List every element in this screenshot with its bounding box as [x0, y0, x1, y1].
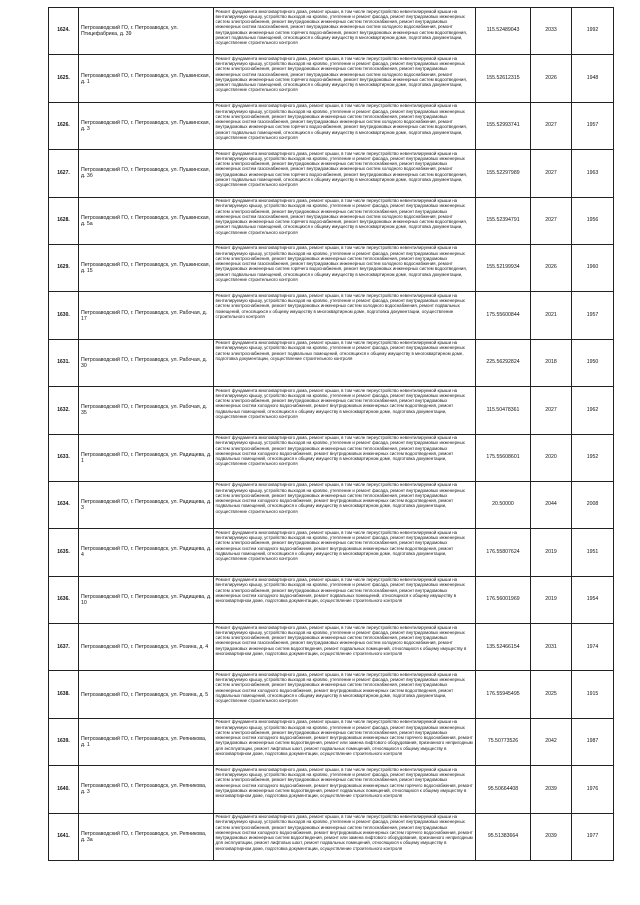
row-number: 1625. [49, 55, 79, 102]
cost-cell: 175.55608601 [476, 434, 531, 481]
cost-cell: 155.52199934 [476, 244, 531, 291]
cost-cell: 115.50478361 [476, 387, 531, 434]
planned-year-cell: 2019 [531, 576, 572, 623]
cost-cell: 115.52489043 [476, 8, 531, 55]
row-number: 1638. [49, 671, 79, 718]
build-year-cell: 1977 [572, 813, 614, 860]
planned-year-cell: 2027 [531, 102, 572, 149]
row-number: 1635. [49, 529, 79, 576]
address-cell: Петрозаводский ГО, г. Петрозаводск, ул. Птицефабрика, д. 39 [79, 8, 214, 55]
cost-cell: 155.52993741 [476, 102, 531, 149]
planned-year-cell: 2027 [531, 197, 572, 244]
row-number: 1637. [49, 624, 79, 671]
cost-cell: 176.55945495 [476, 671, 531, 718]
table-row [49, 813, 614, 860]
planned-year-cell: 2026 [531, 244, 572, 291]
cost-cell: 175.55600844 [476, 292, 531, 339]
build-year-cell: 1948 [572, 55, 614, 102]
address-cell: Петрозаводский ГО, г. Петрозаводск, ул. Пушкинская, д. 1 [79, 55, 214, 102]
table-row [49, 292, 614, 339]
address-cell: Петрозаводский ГО, г. Петрозаводск, ул. Радищева, д. 3 [79, 481, 214, 528]
address-cell: Петрозаводский ГО, г. Петрозаводск, ул. Розина, д. 4 [79, 624, 214, 671]
planned-year-cell: 2027 [531, 150, 572, 197]
build-year-cell: 1957 [572, 292, 614, 339]
planned-year-cell: 2025 [531, 671, 572, 718]
build-year-cell: 1960 [572, 244, 614, 291]
table-row [49, 197, 614, 244]
row-number: 1634. [49, 481, 79, 528]
table-row [49, 718, 614, 765]
address-cell: Петрозаводский ГО, г. Петрозаводск, ул. Рабочая, д. 30 [79, 339, 214, 386]
build-year-cell: 1950 [572, 339, 614, 386]
build-year-cell: 1992 [572, 8, 614, 55]
cost-cell: 155.52297989 [476, 150, 531, 197]
row-number: 1627. [49, 150, 79, 197]
works-cell: Ремонт фундамента многоквартирного дома, ремонт крыши, в том числе переустройство невентилируемой крыши на вентилируемую крышу, устройство выходов на кровлю, утепление и ремонт фасада, ремонт внутридомовых инженерных систем электроснабжения, ремонт внутридомовых инженерных систем теплоснабжения, ремонт внутридомовых инженерных систем газоснабжения, ремонт внутридомовых инженерных систем холодного водоснабжения, ремонт внутридомовых инженерных систем горячего водоснабжения, ремонт внутридомовых инженерных систем водоотведения, ремонт подвальных помещений, относящихся к общему имуществу в многоквартирном доме, подготовка документации, осуществление строительного контроля [214, 102, 476, 149]
planned-year-cell: 2044 [531, 481, 572, 528]
document-page [48, 7, 613, 861]
build-year-cell: 1951 [572, 529, 614, 576]
cost-cell: 20.50000 [476, 481, 531, 528]
planned-year-cell: 2039 [531, 766, 572, 813]
address-cell: Петрозаводский ГО, г. Петрозаводск, ул. Радищева, д. 1 [79, 434, 214, 481]
row-number: 1636. [49, 576, 79, 623]
table-row [49, 529, 614, 576]
works-cell: Ремонт фундамента многоквартирного дома, ремонт крыши, в том числе переустройство невентилируемой крыши на вентилируемую крышу, устройство выходов на кровлю, утепление и ремонт фасада, ремонт внутридомовых инженерных систем электроснабжения, ремонт внутридомовых инженерных систем теплоснабжения, ремонт внутридомовых инженерных систем газоснабжения, ремонт внутридомовых инженерных систем холодного водоснабжения, ремонт внутридомовых инженерных систем горячего водоснабжения, ремонт внутридомовых инженерных систем водоотведения, ремонт подвальных помещений, относящихся к общему имуществу в многоквартирном доме, подготовка документации, осуществление строительного контроля [214, 8, 476, 55]
works-cell: Ремонт фундамента многоквартирного дома, ремонт крыши, в том числе переустройство невентилируемой крыши на вентилируемую крышу, устройство выходов на кровлю, утепление и ремонт фасада, ремонт внутридомовых инженерных систем электроснабжения, ремонт внутридомовых инженерных систем теплоснабжения, ремонт внутридомовых инженерных систем холодного водоснабжения, ремонт внутридомовых инженерных систем горячего водоснабжения, ремонт внутридомовых инженерных систем водоотведения, ремонт подвальных помещений, относящихся к общему имуществу в многоквартирном доме, подготовка документации, осуществление строительного контроля [214, 766, 476, 813]
cost-cell: 225.56292824 [476, 339, 531, 386]
cost-cell: 176.56001969 [476, 576, 531, 623]
address-cell: Петрозаводский ГО, г. Петрозаводск, ул. Рабочая, д. 17 [79, 292, 214, 339]
row-number: 1624. [49, 8, 79, 55]
capital-repair-table [48, 7, 614, 861]
planned-year-cell: 2020 [531, 434, 572, 481]
build-year-cell: 1915 [572, 671, 614, 718]
works-cell: Ремонт фундамента многоквартирного дома, ремонт крыши, в том числе переустройство невентилируемой крыши на вентилируемую крышу, устройство выходов на кровлю, утепление и ремонт фасада, ремонт внутридомовых инженерных систем электроснабжения, ремонт внутридомовых инженерных систем теплоснабжения, ремонт внутридомовых инженерных систем холодного водоснабжения, ремонт внутридомовых инженерных систем водоотведения, ремонт подвальных помещений, относящихся к общему имуществу в многоквартирном доме, подготовка документации, осуществление строительного контроля [214, 387, 476, 434]
table-row [49, 387, 614, 434]
address-cell: Петрозаводский ГО, г. Петрозаводск, ул. Пушкинская, д. 5а [79, 197, 214, 244]
table-body [49, 8, 614, 861]
address-cell: Петрозаводский ГО, г. Петрозаводск, ул. Рабочая, д. 35 [79, 387, 214, 434]
planned-year-cell: 2027 [531, 387, 572, 434]
table-row [49, 766, 614, 813]
cost-cell: 176.55807624 [476, 529, 531, 576]
address-cell: Петрозаводский ГО, г. Петрозаводск, ул. Репникова, д. 3 [79, 766, 214, 813]
address-cell: Петрозаводский ГО, г. Петрозаводск, ул. Пушкинская, д. 15 [79, 244, 214, 291]
build-year-cell: 1952 [572, 434, 614, 481]
works-cell: Ремонт фундамента многоквартирного дома, ремонт крыши, в том числе переустройство невентилируемой крыши на вентилируемую крышу, устройство выходов на кровлю, утепление и ремонт фасада, ремонт внутридомовых инженерных систем электроснабжения, ремонт внутридомовых инженерных систем теплоснабжения, ремонт внутридомовых инженерных систем газоснабжения, ремонт внутридомовых инженерных систем холодного водоснабжения, ремонт внутридомовых инженерных систем горячего водоснабжения, ремонт внутридомовых инженерных систем водоотведения, ремонт подвальных помещений, относящихся к общему имуществу в многоквартирном доме, подготовка документации, осуществление строительного контроля [214, 55, 476, 102]
works-cell: Ремонт фундамента многоквартирного дома, ремонт крыши, в том числе переустройство невентилируемой крыши на вентилируемую крышу, устройство выходов на кровлю, утепление и ремонт фасада, ремонт внутридомовых инженерных систем электроснабжения, ремонт внутридомовых инженерных систем теплоснабжения, ремонт внутридомовых инженерных систем газоснабжения, ремонт внутридомовых инженерных систем холодного водоснабжения, ремонт внутридомовых инженерных систем горячего водоснабжения, ремонт внутридомовых инженерных систем водоотведения, ремонт подвальных помещений, относящихся к общему имуществу в многоквартирном доме, подготовка документации, осуществление строительного контроля [214, 244, 476, 291]
address-cell: Петрозаводский ГО, г. Петрозаводск, ул. Радищева, д. 4 [79, 529, 214, 576]
table-row [49, 434, 614, 481]
table-row [49, 244, 614, 291]
cost-cell: 95.50664408 [476, 766, 531, 813]
row-number: 1631. [49, 339, 79, 386]
build-year-cell: 2008 [572, 481, 614, 528]
planned-year-cell: 2026 [531, 55, 572, 102]
row-number: 1628. [49, 197, 79, 244]
planned-year-cell: 2039 [531, 813, 572, 860]
works-cell: Ремонт фундамента многоквартирного дома, ремонт крыши, в том числе переустройство невентилируемой крыши на вентилируемую крышу, устройство выходов на кровлю, утепление и ремонт фасада, ремонт внутридомовых инженерных систем электроснабжения, ремонт внутридомовых инженерных систем теплоснабжения, ремонт внутридомовых инженерных систем газоснабжения, ремонт внутридомовых инженерных систем холодного водоснабжения, ремонт внутридомовых инженерных систем горячего водоснабжения, ремонт внутридомовых инженерных систем водоотведения, ремонт подвальных помещений, относящихся к общему имуществу в многоквартирном доме, подготовка документации, осуществление строительного контроля [214, 150, 476, 197]
planned-year-cell: 2042 [531, 718, 572, 765]
works-cell: Ремонт фундамента многоквартирного дома, ремонт крыши, в том числе переустройство невентилируемой крыши на вентилируемую крышу, устройство выходов на кровлю, утепление и ремонт фасада, ремонт внутридомовых инженерных систем электроснабжения, ремонт внутридомовых инженерных систем теплоснабжения, ремонт внутридомовых инженерных систем холодного водоснабжения, ремонт внутридомовых инженерных систем горячего водоснабжения, ремонт внутридомовых инженерных систем водоотведения, ремонт или замена лифтового оборудования, признанного непригодным для эксплуатации, ремонт лифтовых шахт, ремонт подвальных помещений, относящихся к общему имуществу в многоквартирном доме, подготовка документации, осуществление строительного контроля [214, 718, 476, 765]
row-number: 1641. [49, 813, 79, 860]
build-year-cell: 1987 [572, 718, 614, 765]
works-cell: Ремонт фундамента многоквартирного дома, ремонт крыши, в том числе переустройство невентилируемой крыши на вентилируемую крышу, устройство выходов на кровлю, утепление и ремонт фасада, ремонт внутридомовых инженерных систем электроснабжения, ремонт внутридомовых инженерных систем холодного водоснабжения, ремонт подвальных помещений, относящихся к общему имуществу в многоквартирном доме, подготовка документации, осуществление строительного контроля [214, 292, 476, 339]
cost-cell: 75.50773526 [476, 718, 531, 765]
planned-year-cell: 2021 [531, 292, 572, 339]
table-row [49, 576, 614, 623]
works-cell: Ремонт фундамента многоквартирного дома, ремонт крыши, в том числе переустройство невентилируемой крыши на вентилируемую крышу, устройство выходов на кровлю, утепление и ремонт фасада, ремонт внутридомовых инженерных систем электроснабжения, ремонт внутридомовых инженерных систем теплоснабжения, ремонт внутридомовых инженерных систем холодного водоснабжения, ремонт внутридомовых инженерных систем водоотведения, ремонт подвальных помещений, относящихся к общему имуществу в многоквартирном доме, подготовка документации, осуществление строительного контроля [214, 671, 476, 718]
row-number: 1632. [49, 387, 79, 434]
table-row [49, 55, 614, 102]
row-number: 1633. [49, 434, 79, 481]
build-year-cell: 1954 [572, 576, 614, 623]
table-row [49, 481, 614, 528]
address-cell: Петрозаводский ГО, г. Петрозаводск, ул. Розина, д. 5 [79, 671, 214, 718]
works-cell: Ремонт фундамента многоквартирного дома, ремонт крыши, в том числе переустройство невентилируемой крыши на вентилируемую крышу, устройство выходов на кровлю, утепление и ремонт фасада, ремонт внутридомовых инженерных систем электроснабжения, ремонт внутридомовых инженерных систем теплоснабжения, ремонт внутридомовых инженерных систем газоснабжения, ремонт внутридомовых инженерных систем холодного водоснабжения, ремонт внутридомовых инженерных систем горячего водоснабжения, ремонт внутридомовых инженерных систем водоотведения, ремонт подвальных помещений, относящихся к общему имуществу в многоквартирном доме, подготовка документации, осуществление строительного контроля [214, 197, 476, 244]
planned-year-cell: 2019 [531, 529, 572, 576]
cost-cell: 95.51383664 [476, 813, 531, 860]
build-year-cell: 1974 [572, 624, 614, 671]
build-year-cell: 1963 [572, 150, 614, 197]
build-year-cell: 1957 [572, 102, 614, 149]
cost-cell: 155.52394791 [476, 197, 531, 244]
works-cell: Ремонт фундамента многоквартирного дома, ремонт крыши, в том числе переустройство невентилируемой крыши на вентилируемую крышу, устройство выходов на кровлю, утепление и ремонт фасада, ремонт внутридомовых инженерных систем электроснабжения, ремонт внутридомовых инженерных систем теплоснабжения, ремонт внутридомовых инженерных систем газоснабжения, ремонт внутридомовых инженерных систем холодного водоснабжения, ремонт внутридомовых инженерных систем водоотведения, ремонт подвальных помещений, относящихся к общему имуществу в многоквартирном доме, подготовка документации, осуществление строительного контроля [214, 624, 476, 671]
row-number: 1630. [49, 292, 79, 339]
cost-cell: 135.52466154 [476, 624, 531, 671]
works-cell: Ремонт фундамента многоквартирного дома, ремонт крыши, в том числе переустройство невентилируемой крыши на вентилируемую крышу, устройство выходов на кровлю, утепление и ремонт фасада, ремонт внутридомовых инженерных систем электроснабжения, ремонт внутридомовых инженерных систем теплоснабжения, ремонт внутридомовых инженерных систем холодного водоснабжения, ремонт внутридомовых инженерных систем водоотведения, ремонт подвальных помещений, относящихся к общему имуществу в многоквартирном доме, подготовка документации, осуществление строительного контроля [214, 481, 476, 528]
row-number: 1639. [49, 718, 79, 765]
table-row [49, 150, 614, 197]
row-number: 1626. [49, 102, 79, 149]
address-cell: Петрозаводский ГО, г. Петрозаводск, ул. Репникова, д. 3а [79, 813, 214, 860]
address-cell: Петрозаводский ГО, г. Петрозаводск, ул. Пушкинская, д. 3б [79, 150, 214, 197]
planned-year-cell: 2018 [531, 339, 572, 386]
address-cell: Петрозаводский ГО, г. Петрозаводск, ул. Пушкинская, д. 3 [79, 102, 214, 149]
works-cell: Ремонт фундамента многоквартирного дома, ремонт крыши, в том числе переустройство невентилируемой крыши на вентилируемую крышу, устройство выходов на кровлю, утепление и ремонт фасада, ремонт внутридомовых инженерных систем электроснабжения, ремонт внутридомовых инженерных систем теплоснабжения, ремонт внутридомовых инженерных систем холодного водоснабжения, ремонт подвальных помещений, относящихся к общему имуществу в многоквартирном доме, подготовка документации, осуществление строительного контроля [214, 576, 476, 623]
build-year-cell: 1962 [572, 387, 614, 434]
table-row [49, 624, 614, 671]
row-number: 1640. [49, 766, 79, 813]
works-cell: Ремонт фундамента многоквартирного дома, ремонт крыши, в том числе переустройство невентилируемой крыши на вентилируемую крышу, устройство выходов на кровлю, утепление и ремонт фасада, ремонт внутридомовых инженерных систем электроснабжения, ремонт подвальных помещений, относящихся к общему имуществу в многоквартирном доме, подготовка документации, осуществление строительного контроля [214, 339, 476, 386]
build-year-cell: 1976 [572, 766, 614, 813]
table-row [49, 671, 614, 718]
build-year-cell: 1956 [572, 197, 614, 244]
address-cell: Петрозаводский ГО, г. Петрозаводск, ул. Радищева, д. 10 [79, 576, 214, 623]
row-number: 1629. [49, 244, 79, 291]
works-cell: Ремонт фундамента многоквартирного дома, ремонт крыши, в том числе переустройство невентилируемой крыши на вентилируемую крышу, устройство выходов на кровлю, утепление и ремонт фасада, ремонт внутридомовых инженерных систем электроснабжения, ремонт внутридомовых инженерных систем теплоснабжения, ремонт внутридомовых инженерных систем холодного водоснабжения, ремонт внутридомовых инженерных систем горячего водоснабжения, ремонт внутридомовых инженерных систем водоотведения, ремонт или замена лифтового оборудования, признанного непригодным для эксплуатации, ремонт лифтовых шахт, ремонт подвальных помещений, относящихся к общему имуществу в многоквартирном доме, подготовка документации, осуществление строительного контроля [214, 813, 476, 860]
planned-year-cell: 2033 [531, 8, 572, 55]
table-row [49, 102, 614, 149]
planned-year-cell: 2031 [531, 624, 572, 671]
table-row [49, 339, 614, 386]
cost-cell: 155.52612315 [476, 55, 531, 102]
address-cell: Петрозаводский ГО, г. Петрозаводск, ул. Репникова, д. 1 [79, 718, 214, 765]
table-row [49, 8, 614, 55]
works-cell: Ремонт фундамента многоквартирного дома, ремонт крыши, в том числе переустройство невентилируемой крыши на вентилируемую крышу, устройство выходов на кровлю, утепление и ремонт фасада, ремонт внутридомовых инженерных систем электроснабжения, ремонт внутридомовых инженерных систем теплоснабжения, ремонт внутридомовых инженерных систем холодного водоснабжения, ремонт внутридомовых инженерных систем водоотведения, ремонт подвальных помещений, относящихся к общему имуществу в многоквартирном доме, подготовка документации, осуществление строительного контроля [214, 434, 476, 481]
works-cell: Ремонт фундамента многоквартирного дома, ремонт крыши, в том числе переустройство невентилируемой крыши на вентилируемую крышу, устройство выходов на кровлю, утепление и ремонт фасада, ремонт внутридомовых инженерных систем электроснабжения, ремонт внутридомовых инженерных систем теплоснабжения, ремонт внутридомовых инженерных систем холодного водоснабжения, ремонт внутридомовых инженерных систем водоотведения, ремонт подвальных помещений, относящихся к общему имуществу в многоквартирном доме, подготовка документации, осуществление строительного контроля [214, 529, 476, 576]
